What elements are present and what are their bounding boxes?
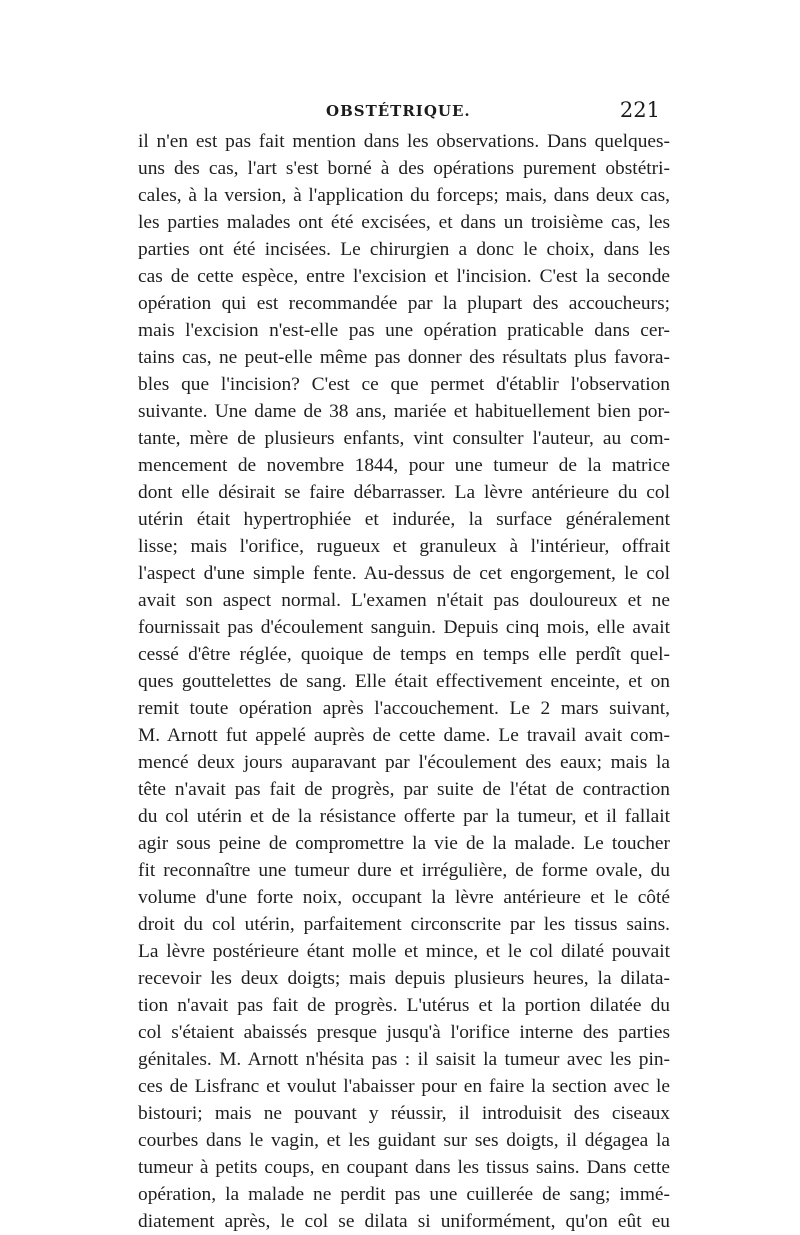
text-line: avait son aspect normal. L'examen n'était pas douloureux et ne: [138, 590, 670, 611]
text-line: agir sous peine de compromettre la vie de la malade. Le toucher: [138, 833, 670, 854]
text-line: col s'étaient abaissés presque jusqu'à l'orifice interne des parties: [138, 1022, 670, 1043]
text-line: tumeur à petits coups, en coupant dans les tissus sains. Dans cette: [138, 1157, 670, 1178]
text-line: les parties malades ont été excisées, et dans un troisième cas, les: [138, 212, 670, 233]
text-line: opération, la malade ne perdit pas une cuillerée de sang; immé-: [138, 1184, 670, 1205]
running-title: OBSTÉTRIQUE.: [326, 102, 471, 120]
page-number: 221: [619, 98, 660, 122]
text-line: bles que l'incision? C'est ce que permet d'établir l'observation: [138, 374, 670, 395]
text-line: remit toute opération après l'accouchement. Le 2 mars suivant,: [138, 698, 670, 719]
text-line: génitales. M. Arnott n'hésita pas : il saisit la tumeur avec les pin-: [138, 1049, 670, 1070]
text-line: uns des cas, l'art s'est borné à des opérations purement obstétri-: [138, 158, 670, 179]
text-line: ques gouttelettes de sang. Elle était effectivement enceinte, et on: [138, 671, 670, 692]
text-line: lisse; mais l'orifice, rugueux et granuleux à l'intérieur, offrait: [138, 536, 670, 557]
text-line: mencé deux jours auparavant par l'écoulement des eaux; mais la: [138, 752, 670, 773]
text-line: mais l'excision n'est-elle pas une opération praticable dans cer-: [138, 320, 670, 341]
text-line: volume d'une forte noix, occupant la lèvre antérieure et le côté: [138, 887, 670, 908]
text-line: droit du col utérin, parfaitement circonscrite par les tissus sains.: [138, 914, 670, 935]
text-line: courbes dans le vagin, et les guidant sur ses doigts, il dégagea la: [138, 1130, 670, 1151]
text-line: fournissait pas d'écoulement sanguin. Depuis cinq mois, elle avait: [138, 617, 670, 638]
text-line: cas de cette espèce, entre l'excision et l'incision. C'est la seconde: [138, 266, 670, 287]
text-line: diatement après, le col se dilata si uniformément, qu'on eût eu: [138, 1211, 670, 1232]
text-line: fit reconnaître une tumeur dure et irrégulière, de forme ovale, du: [138, 860, 670, 881]
page-header: [136, 98, 668, 128]
text-line: recevoir les deux doigts; mais depuis plusieurs heures, la dilata-: [138, 968, 670, 989]
text-line: cales, à la version, à l'application du forceps; mais, dans deux cas,: [138, 185, 670, 206]
text-line: opération qui est recommandée par la plupart des accoucheurs;: [138, 293, 670, 314]
text-line: mencement de novembre 1844, pour une tumeur de la matrice: [138, 455, 670, 476]
text-line: cessé d'être réglée, quoique de temps en temps elle perdît quel-: [138, 644, 670, 665]
body-text: [138, 128, 670, 1235]
text-line: tion n'avait pas fait de progrès. L'utérus et la portion dilatée du: [138, 995, 670, 1016]
text-line: il n'en est pas fait mention dans les observations. Dans quelques-: [138, 131, 670, 152]
text-line: M. Arnott fut appelé auprès de cette dame. Le travail avait com-: [138, 725, 670, 746]
text-line: ces de Lisfranc et voulut l'abaisser pour en faire la section avec le: [138, 1076, 670, 1097]
text-line: tête n'avait pas fait de progrès, par suite de l'état de contraction: [138, 779, 670, 800]
text-line: bistouri; mais ne pouvant y réussir, il introduisit des ciseaux: [138, 1103, 670, 1124]
text-line: du col utérin et de la résistance offerte par la tumeur, et il fallait: [138, 806, 670, 827]
text-line: tante, mère de plusieurs enfants, vint consulter l'auteur, au com-: [138, 428, 670, 449]
text-line: utérin était hypertrophiée et indurée, la surface généralement: [138, 509, 670, 530]
text-line: suivante. Une dame de 38 ans, mariée et habituellement bien por-: [138, 401, 670, 422]
text-line: parties ont été incisées. Le chirurgien a donc le choix, dans les: [138, 239, 670, 260]
text-line: tains cas, ne peut-elle même pas donner des résultats plus favora-: [138, 347, 670, 368]
text-line: l'aspect d'une simple fente. Au-dessus de cet engorgement, le col: [138, 563, 670, 584]
text-line: dont elle désirait se faire débarrasser. La lèvre antérieure du col: [138, 482, 670, 503]
text-line: La lèvre postérieure étant molle et mince, et le col dilaté pouvait: [138, 941, 670, 962]
